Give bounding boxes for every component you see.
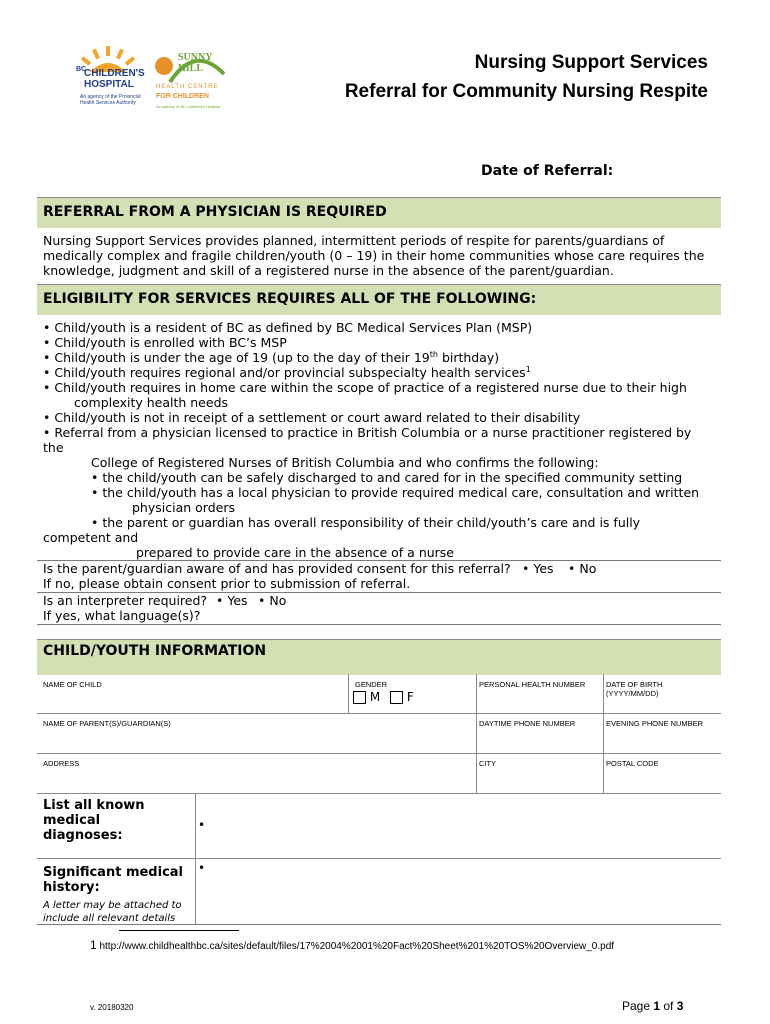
field-label: PERSONAL HEALTH NUMBER [479,680,586,689]
label-line: history: [43,880,100,895]
interpreter-no-option[interactable]: • No [258,593,287,608]
history-label [43,865,183,895]
sub-bullet-cont: physician orders [132,500,235,515]
eligibility-bullet [43,350,499,365]
sub-bullet: • the child/youth has a local physician to provide required medical care, consultation and written [91,485,700,500]
gender-field [349,674,477,714]
consent-question: Is the parent/guardian aware of and has provided consent for this referral? [43,561,511,576]
eligibility-bullet: • Child/youth is a resident of BC as defined by BC Medical Services Plan (MSP) [43,320,533,335]
section-heading: CHILD/YOUTH INFORMATION [43,643,267,659]
gender-f-label: F [406,690,414,704]
field-label: ADDRESS [43,759,80,768]
section-eligibility [37,284,721,315]
diagnoses-label-cell [37,794,196,859]
logo-sunny-sub3: An agency of BC Children's Hospital [156,104,221,109]
consent-no-option[interactable]: • No [568,561,597,576]
page-number [622,999,683,1013]
logo-bcch-subtitle: An agency of the Provincial Health Services Authority [80,94,141,106]
field-label [606,680,662,698]
note-line: include all relevant details [43,913,176,924]
section-physician-required [37,197,721,228]
footnote-marker: 1 [525,365,531,374]
field-label: NAME OF CHILD [43,680,102,689]
date-of-referral-label: Date of Referral: [481,163,614,179]
section-heading: REFERRAL FROM A PHYSICIAN IS REQUIRED [43,204,387,220]
field-label: DAYTIME PHONE NUMBER [479,719,576,728]
language-question: If yes, what language(s)? [43,608,201,623]
bullet: • [198,861,206,875]
footnote-number: 1 [90,938,97,952]
table-bottom-border [37,924,721,925]
page-of: of [660,999,677,1013]
label-line: Significant medical [43,865,184,880]
footnote-separator [119,930,239,931]
label-line: (YYYY/MM/DD) [606,689,659,698]
diagnoses-field[interactable] [196,794,721,859]
evening-phone-field[interactable] [604,714,721,754]
gender-options [353,690,414,704]
field-label: CITY [479,759,497,768]
title-line-2: Referral for Community Nursing Respite [344,81,708,102]
logo-sunny-sub1: HEALTH CENTRE [156,84,219,90]
consent-note: If no, please obtain consent prior to submission of referral. [43,576,411,591]
gender-m-label: M [369,690,381,704]
diagnoses-label [43,798,145,843]
logo-sunny-name: SUNNY HILL [178,52,213,74]
eligibility-bullet-cont: complexity health needs [74,395,229,410]
label-line: DATE OF BIRTH [606,680,663,689]
name-of-child-field[interactable] [37,674,349,714]
city-field[interactable] [477,754,604,794]
sub-bullet-cont: competent and [43,530,139,545]
bullet-text: • Child/youth requires regional and/or provincial subspecialty health services [43,365,526,381]
bc-childrens-hospital-logo [70,44,148,116]
history-field[interactable] [196,859,721,924]
label-line: diagnoses: [43,828,123,843]
history-note [43,899,182,925]
bullet: • [198,818,206,832]
note-line: A letter may be attached to [43,900,182,911]
intro-line-3: knowledge, judgment and skill of a registered nurse in the absence of the parent/guardian. [43,263,614,278]
intro-line-2: medically complex and fragile children/youth (0 – 19) in their home communities whose care requires the [43,248,705,263]
section-heading: ELIGIBILITY FOR SERVICES REQUIRES ALL OF THE FOLLOWING: [43,291,537,307]
address-field[interactable] [37,754,477,794]
field-label: EVENING PHONE NUMBER [606,719,704,728]
divider [37,624,721,625]
intro-line-1: Nursing Support Services provides planned, intermittent periods of respite for parents/guardians of [43,233,665,248]
gender-m-checkbox[interactable] [353,691,366,704]
eligibility-bullet: • Child/youth requires in home care within the scope of practice of a registered nurse due to their high [43,380,687,395]
footnote [90,938,614,952]
daytime-phone-field[interactable] [477,714,604,754]
sub-bullet: • the child/youth can be safely discharged to and cared for in the specified community setting [91,470,683,485]
interpreter-yes-option[interactable]: • Yes [216,593,248,608]
page-current: 1 [653,999,661,1013]
dob-field[interactable] [604,674,721,714]
label-line: medical [43,813,101,828]
eligibility-bullet: • Child/youth is not in receipt of a settlement or court award related to their disability [43,410,581,425]
version-label: v. 20180320 [90,1003,134,1012]
title-line-1: Nursing Support Services [474,52,708,73]
field-label: GENDER [355,680,388,689]
sunny-hill-logo [150,44,230,116]
history-label-cell [37,859,196,924]
page-total: 3 [676,999,684,1013]
interpreter-question: Is an interpreter required? [43,593,208,608]
label-line: List all known [43,798,145,813]
section-child-info [37,639,721,675]
gender-f-checkbox[interactable] [390,691,403,704]
field-label: NAME OF PARENT(S)/GUARDIAN(S) [43,719,171,728]
page-prefix: Page [622,999,654,1013]
sub-bullet: • the parent or guardian has overall responsibility of their child/youth’s care and is fully [91,515,641,530]
bullet-text: • Child/youth is under the age of 19 (up to the day of their 19 [43,350,430,366]
superscript: th [429,350,438,359]
eligibility-bullet-cont: College of Registered Nurses of British Columbia and who confirms the following: [91,455,599,470]
logo-sunny-sub2: FOR CHILDREN [156,93,209,100]
sub-bullet-cont: prepared to provide care in the absence of a nurse [136,545,454,560]
eligibility-bullet-cont: the [43,440,64,455]
consent-yes-option[interactable]: • Yes [522,561,554,576]
logo-text-hospital: HOSPITAL [84,79,134,90]
postal-code-field[interactable] [604,754,721,794]
eligibility-bullet: • Child/youth is enrolled with BC’s MSP [43,335,287,350]
bullet-text: birthday) [437,350,500,366]
eligibility-bullet: • Referral from a physician licensed to practice in British Columbia or a nurse practitioner registered by [43,425,692,440]
logo-text-bc: BC [76,66,87,73]
footnote-url[interactable]: http://www.childhealthbc.ca/sites/default/files/17%2004%2001%20Fact%20Sheet%201%20TOS%20Overview_0.pdf [99,941,615,952]
field-label: POSTAL CODE [606,759,659,768]
phn-field[interactable] [477,674,604,714]
logo-text-childrens: CHILDREN'S [84,68,145,79]
eligibility-bullet [43,365,531,380]
parent-guardian-field[interactable] [37,714,477,754]
